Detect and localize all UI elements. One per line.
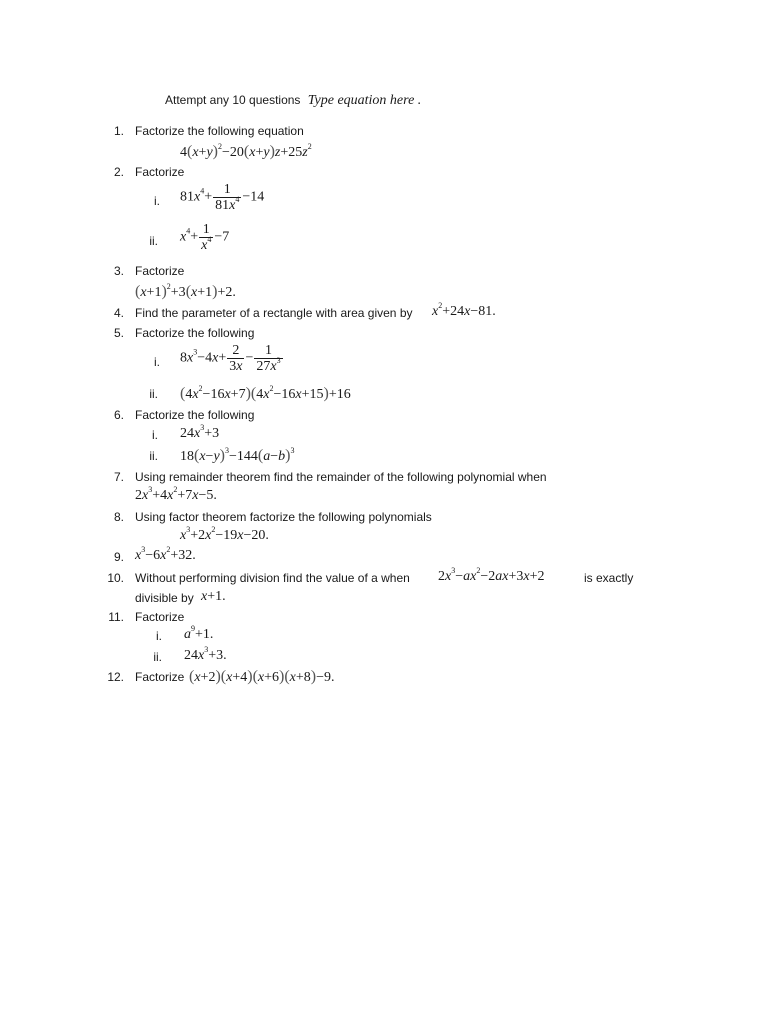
question-text: Factorize the following (135, 408, 255, 422)
equation-9: $x^3-6x^2+32$. (135, 545, 196, 563)
equation-11-ii: $24x^3+3$. (184, 645, 227, 663)
question-number: 7. (113, 470, 124, 484)
sub-number: ii. (149, 387, 158, 401)
equation-11-i: $a^9+1$. (184, 624, 214, 642)
equation-5-i: $8x^3-4x+$ $\frac{2}{3x}$ − $\frac{1}{27x^3}$ (180, 343, 281, 374)
question-number: 12. (107, 670, 124, 684)
equation-5-ii: $(4x^2-16x+7)(4x^2-16x+15)+16$ (180, 384, 351, 402)
question-text: Using remainder theorem find the remainder of the following polynomial when (135, 470, 547, 484)
instruction-text: Attempt any 10 questions (165, 93, 301, 107)
question-text-tail: is exactly (584, 571, 634, 585)
question-number: 4. (113, 306, 124, 320)
equation-2-ii: $x^4+$ $\frac{1}{x^4}$ −7 (180, 222, 230, 253)
question-number: 2. (113, 165, 124, 179)
question-number: 11. (108, 610, 124, 624)
question-text: Find the parameter of a rectangle with area given by (135, 306, 413, 320)
instruction-line (165, 93, 421, 109)
question-text: Using factor theorem factorize the following polynomials (135, 510, 432, 524)
sub-number: i. (154, 194, 160, 208)
sub-number: ii. (153, 650, 162, 664)
equation-12: (x+2)(x+4)(x+6)(x+8)−9. (189, 668, 335, 685)
equation-10-divisor: x+1. (201, 589, 226, 604)
question-number: 10. (107, 571, 124, 585)
sub-number: ii. (149, 449, 158, 463)
equation-2-i: $81x^4+$ $\frac{1}{81x^4}$ −14 (180, 182, 265, 213)
question-10-tail (584, 570, 633, 586)
equation-4: $x^2+24x-81$. (432, 301, 496, 319)
sub-number: i. (152, 428, 158, 442)
sub-number: i. (154, 355, 160, 369)
question-text: Factorize (135, 264, 185, 278)
question-text: Factorize (135, 610, 185, 624)
question-text: Without performing division find the value of a when (135, 571, 410, 585)
equation-6-ii: $18(x-y)^3-144(a-b)^3$ (180, 446, 295, 464)
question-text: Factorize (135, 165, 185, 179)
question-number: 3. (113, 264, 124, 278)
question-number: 8. (113, 510, 124, 524)
question-number: 5. (113, 326, 124, 340)
question-text-line2: divisible by (135, 591, 194, 605)
equation-3: $(x+1)^2+3(x+1)+2$. (135, 282, 236, 300)
equation-10: $2x^3-ax^2-2ax+3x+2$ (438, 566, 545, 584)
sub-number: i. (156, 629, 162, 643)
equation-8: $x^3+2x^2-19x-20$. (180, 525, 269, 543)
equation-6-i: $24x^3+3$ (180, 423, 220, 441)
question-text: Factorize the following (135, 326, 255, 340)
question-text: Factorize (135, 670, 185, 684)
sub-number: ii. (149, 234, 158, 248)
question-number: 9. (113, 550, 124, 564)
question-text: Factorize the following equation (135, 124, 304, 138)
question-10-line2 (135, 590, 194, 606)
question-number: 1. (113, 124, 124, 138)
equation-7: $2x^3+4x^2+7x-5$. (135, 485, 217, 503)
equation-1: $4(x+y)^2-20(x+y)z+25z^2$ (180, 142, 312, 160)
equation-placeholder[interactable]: Type equation here . (307, 93, 422, 108)
question-number: 6. (113, 408, 124, 422)
